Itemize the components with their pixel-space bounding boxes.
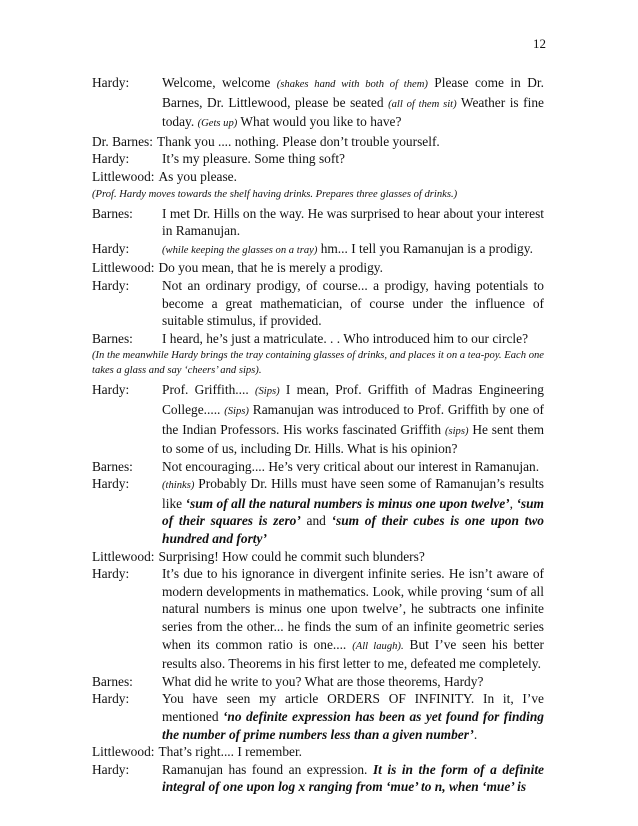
dialogue-line [92, 259, 544, 277]
speech-segment: Weather is fine today. [162, 94, 544, 130]
speech-segment: Surprising! How could he commit such blunders? [158, 548, 425, 564]
dialogue-line [92, 565, 544, 673]
speaker-name: Littlewood: [92, 168, 155, 184]
speech-segment: Not encouraging.... He’s very critical about our interest in Ramanujan. [162, 458, 540, 474]
speech-segment: Welcome, welcome [162, 75, 277, 90]
dialogue-line [92, 548, 544, 566]
speaker-name: Littlewood: [92, 744, 155, 760]
speech-segment: He sent them to some of us, including Dr. Hills. What is his opinion? [162, 421, 544, 457]
speech-segment: Ramanujan was introduced to Prof. Griffith by one of the Indian Professors. His works fascinated Griffith [162, 401, 544, 437]
speech-text [162, 761, 544, 796]
speech-text [158, 168, 544, 186]
speech-segment: As you please. [158, 168, 237, 184]
speech-text [162, 150, 544, 168]
dialogue-line [92, 205, 544, 240]
speech-text [162, 381, 544, 457]
speaker-name: Hardy: [92, 277, 130, 293]
speaker-name: Hardy: [92, 240, 130, 256]
speech-text [158, 548, 544, 566]
stage-direction: (In the meanwhile Hardy brings the tray containing glasses of drinks, and places it on a tea-poy. Each one takes a glass and say ‘cheers’ and sips). [92, 350, 544, 377]
emphasized-quote: ‘no definite expression has been as yet found for finding the number of prime numbers less than a given number’ [162, 709, 544, 742]
speech-segment: . [473, 726, 478, 742]
speaker-name: Hardy: [92, 382, 130, 398]
dialogue-line [92, 240, 544, 260]
speaker-name: Littlewood: [92, 548, 155, 564]
speech-segment: , [509, 495, 517, 511]
dialogue-line [92, 475, 544, 547]
speech-text [162, 330, 544, 348]
emphasized-quote: ‘sum of all the natural numbers is minus one upon twelve’ [185, 495, 510, 511]
speaker-name: Hardy: [92, 691, 130, 707]
speech-segment: Ramanujan has found an expression. [162, 761, 373, 777]
speech-segment: Thank you .... nothing. Please don’t trouble yourself. [157, 133, 440, 149]
dialogue-line [92, 277, 544, 330]
speech-segment: You have seen my article ORDERS OF INFINITY. In it, I’ve mentioned [162, 691, 544, 724]
inline-stage-direction: (All laugh). [352, 640, 404, 652]
speech-segment: But I’ve seen his better results also. Theorems in his first letter to me, defeated me completely. [162, 636, 545, 672]
inline-stage-direction: (shakes hand with both of them) [276, 79, 428, 90]
speech-segment: I met Dr. Hills on the way. He was surprised to hear about your interest in Ramanujan. [162, 205, 544, 239]
speaker-name: Hardy: [92, 761, 130, 777]
speech-segment: What would you like to have? [237, 114, 402, 130]
speech-segment: and [300, 513, 332, 529]
speaker-name: Hardy: [92, 566, 130, 582]
speaker-name: Barnes: [92, 330, 133, 346]
speech-segment: What did he write to you? What are those theorems, Hardy? [162, 673, 484, 689]
speech-segment: It’s due to his ignorance in divergent infinite series. He isn’t aware of modern developments in mathematics. Look, while proving ‘sum of all natural numbers is minus one upon twelve’, he subtracts one infinite series from the other... he finds the sum of an infinite geometric series when its common ratio is one.... [162, 566, 544, 652]
inline-stage-direction: (Sips) [224, 405, 249, 417]
speech-text [162, 277, 544, 330]
dialogue-body [92, 74, 544, 796]
speech-segment: I heard, he’s just a matriculate. . . Who introduced him to our circle? [162, 330, 529, 346]
dialogue-line [92, 743, 544, 761]
inline-stage-direction: (all of them sit) [388, 98, 457, 110]
speech-text [162, 240, 544, 260]
speech-segment: Prof. Griffith.... [162, 382, 255, 398]
speaker-name: Barnes: [92, 673, 133, 689]
inline-stage-direction: (while keeping the glasses on a tray) [162, 244, 318, 256]
speech-segment: hm... I tell you Ramanujan is a prodigy. [317, 240, 533, 256]
speech-text [158, 743, 544, 761]
dialogue-line [92, 458, 544, 476]
speech-segment: Please come in Dr. Barnes, Dr. Littlewood, please be seated [162, 75, 544, 110]
dialogue-line [92, 673, 544, 691]
speech-text [157, 133, 544, 151]
dialogue-line [92, 150, 544, 168]
dialogue-line [92, 381, 544, 457]
speaker-name: Barnes: [92, 458, 133, 474]
inline-stage-direction: (Sips) [254, 386, 280, 398]
dialogue-line [92, 690, 544, 743]
dialogue-line [92, 133, 544, 151]
dialogue-line [92, 330, 544, 348]
speech-segment: That’s right.... I remember. [158, 744, 303, 760]
dialogue-line [92, 74, 544, 133]
speech-text [162, 458, 544, 476]
speech-text [162, 475, 544, 547]
inline-stage-direction: (Gets up) [197, 118, 238, 130]
emphasized-quote: ‘sum of their cubes is one upon two hundred and forty’ [162, 513, 544, 547]
speech-text [162, 565, 544, 673]
speech-text [162, 673, 544, 691]
emphasized-quote: ‘sum of their squares is zero’ [162, 495, 544, 529]
speaker-name: Littlewood: [92, 260, 155, 276]
speaker-name: Barnes: [92, 205, 133, 221]
speech-segment: Probably Dr. Hills must have seen some of Ramanujan’s results like [162, 476, 544, 511]
page-number: 12 [533, 36, 546, 51]
speech-text [162, 74, 544, 133]
speech-segment: I mean, Prof. Griffith of Madras Engineering College..... [162, 382, 544, 417]
inline-stage-direction: (sips) [444, 425, 469, 437]
speaker-name: Hardy: [92, 75, 130, 90]
speaker-name: Hardy: [92, 151, 130, 167]
speaker-name: Dr. Barnes: [92, 133, 153, 149]
speech-segment: Do you mean, that he is merely a prodigy. [158, 260, 383, 276]
speech-text [158, 259, 544, 277]
speech-text [162, 205, 544, 240]
dialogue-line [92, 168, 544, 186]
dialogue-line [92, 761, 544, 796]
speech-segment: Not an ordinary prodigy, of course... a prodigy, having potentials to become a great mathematician, of course under the influence of suitable stimulus, if provided. [162, 277, 544, 329]
speaker-name: Hardy: [92, 476, 130, 492]
speech-segment: It’s my pleasure. Some thing soft? [162, 151, 345, 167]
emphasized-quote: It is in the form of a definite integral of one upon log x ranging from ‘mue’ to n, when ‘mue’ is [162, 761, 544, 795]
stage-direction: (Prof. Hardy moves towards the shelf having drinks. Prepares three glasses of drinks.) [92, 188, 458, 200]
inline-stage-direction: (thinks) [162, 480, 195, 492]
speech-text [162, 690, 544, 743]
